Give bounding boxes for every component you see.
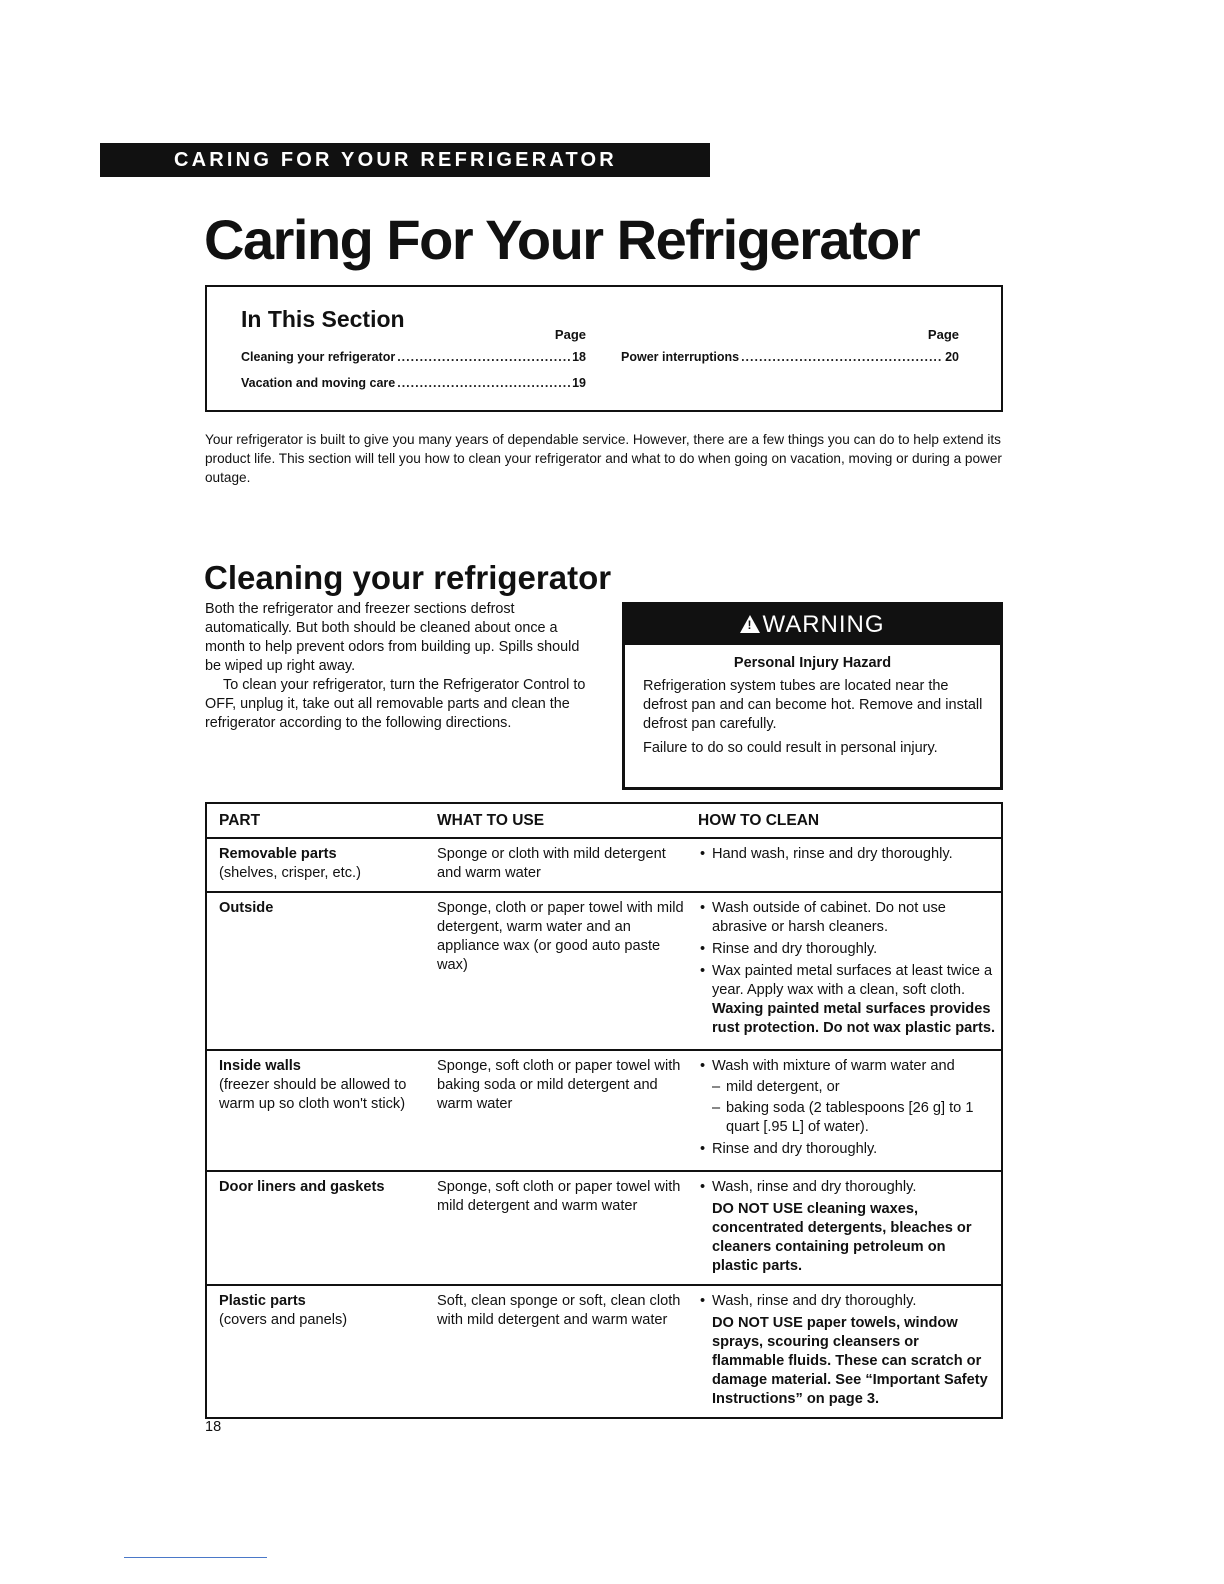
cleaning-table xyxy=(205,802,1003,1419)
part-note: (freezer should be allowed to warm up so cloth won't stick) xyxy=(219,1077,407,1112)
toc-entry-label: Cleaning your refrigerator xyxy=(241,350,396,364)
step: • Wash outside of cabinet. Do not use abrasive or harsh cleaners. xyxy=(698,899,995,937)
table-row xyxy=(206,1285,1002,1418)
step: • Hand wash, rinse and dry thoroughly. xyxy=(698,845,995,864)
sub-option: – baking soda (2 tablespoons [26 g] to 1 quart [.95 L] of water). xyxy=(712,1099,995,1137)
table-header-row xyxy=(206,803,1002,838)
what-to-use-cell: Soft, clean sponge or soft, clean cloth with mild detergent and warm water xyxy=(437,1293,681,1328)
section-banner: CARING FOR YOUR REFRIGERATOR xyxy=(100,143,710,177)
part-note: (shelves, crisper, etc.) xyxy=(219,865,361,881)
cleaning-intro xyxy=(205,600,590,733)
part-cell xyxy=(206,892,425,1050)
dot-leader xyxy=(741,344,943,370)
part-name: Removable parts xyxy=(219,846,337,862)
toc-entry-cleaning[interactable] xyxy=(241,344,586,370)
toc-page-label: Page xyxy=(554,327,586,342)
how-to-clean-cell xyxy=(698,1171,1002,1285)
how-to-clean-cell xyxy=(698,838,1002,892)
toc-entry-vacation[interactable] xyxy=(241,370,586,396)
intro-paragraph: Your refrigerator is built to give you many years of dependable service. However, there are a few things you can do to help extend its product life. This section will tell you how to clean your refrigerator and what to do when going on vacation, moving or during a power outage. xyxy=(205,432,1002,485)
sub-option: – mild detergent, or xyxy=(712,1078,995,1097)
toc-entry-page: 20 xyxy=(945,350,959,364)
step: • Wash, rinse and dry thoroughly. xyxy=(698,1292,995,1311)
how-to-clean-cell xyxy=(698,1050,1002,1171)
toc-left-column xyxy=(241,326,586,396)
wax-step-emphasis: Waxing painted metal surfaces provides rust protection. Do not wax plastic parts. xyxy=(712,1001,995,1036)
warning-triangle-icon xyxy=(740,615,760,633)
wax-step-text: Wax painted metal surfaces at least twice a year. Apply wax with a clean, soft cloth. xyxy=(712,963,993,998)
sub-option-list xyxy=(712,1078,995,1137)
step xyxy=(698,962,995,1038)
column-header-how-to-clean: HOW TO CLEAN xyxy=(698,803,1002,838)
toc-entry-label: Power interruptions xyxy=(621,350,740,364)
toc-entry-label: Vacation and moving care xyxy=(241,376,396,390)
step: • Rinse and dry thoroughly. xyxy=(698,1140,995,1159)
caution-text: DO NOT USE cleaning waxes, concentrated detergents, bleaches or cleaners containing petroleum on plastic parts. xyxy=(712,1201,972,1274)
page-number: 18 xyxy=(205,1419,222,1435)
table-row xyxy=(206,1050,1002,1171)
warning-hazard: Personal Injury Hazard xyxy=(733,655,892,671)
footer-rule xyxy=(124,1557,267,1558)
warning-box xyxy=(622,602,1003,790)
what-to-use-cell: Sponge, soft cloth or paper towel with mild detergent and warm water xyxy=(425,1171,698,1285)
part-name: Inside walls xyxy=(219,1058,301,1074)
step: • Wash, rinse and dry thoroughly. xyxy=(698,1178,995,1197)
dot-leader xyxy=(397,370,570,396)
step-list xyxy=(698,1057,995,1159)
part-name: Plastic parts xyxy=(219,1293,306,1309)
part-cell xyxy=(206,1285,425,1418)
step: • Rinse and dry thoroughly. xyxy=(698,940,995,959)
part-name: Outside xyxy=(219,900,274,916)
part-cell xyxy=(206,1171,425,1285)
step-list xyxy=(698,1178,995,1197)
dot-leader xyxy=(397,344,570,370)
toc-heading: In This Section xyxy=(241,306,405,332)
toc-entry-power[interactable] xyxy=(621,344,959,370)
toc-page-label: Page xyxy=(927,327,959,342)
part-cell xyxy=(206,1050,425,1171)
step-list xyxy=(698,899,995,1038)
part-name: Door liners and gaskets xyxy=(219,1179,385,1195)
page-title: Caring For Your Refrigerator xyxy=(204,208,920,271)
part-note: (covers and panels) xyxy=(219,1312,348,1328)
what-to-use-cell: Sponge, cloth or paper towel with mild detergent, warm water and an appliance wax (or good auto paste wax) xyxy=(425,892,698,1050)
warning-title: WARNING xyxy=(762,611,885,638)
toc-entry-page: 19 xyxy=(572,376,586,390)
column-header-part: PART xyxy=(206,803,425,838)
caution-text: DO NOT USE paper towels, window sprays, scouring cleansers or flammable fluids. These can scratch or damage material. See “Important Safety Instructions” on page 3. xyxy=(712,1315,988,1407)
cleaning-paragraph: To clean your refrigerator, turn the Refrigerator Control to OFF, unplug it, take out all removable parts and clean the refrigerator according to the following directions. xyxy=(205,677,586,731)
in-this-section-box xyxy=(205,285,1003,412)
warning-text: Refrigeration system tubes are located near the defrost pan and can become hot. Remove and install defrost pan carefully. xyxy=(643,678,983,732)
table-row xyxy=(206,892,1002,1050)
how-to-clean-cell xyxy=(698,892,1002,1050)
what-to-use-cell: Sponge, soft cloth or paper towel with baking soda or mild detergent and warm water xyxy=(425,1050,698,1171)
cleaning-paragraph: Both the refrigerator and freezer sections defrost automatically. But both should be cleaned about once a month to help prevent odors from building up. Spills should be wiped up right away. xyxy=(205,601,580,674)
step-list xyxy=(698,845,995,864)
table-row xyxy=(206,838,1002,892)
step-list xyxy=(698,1292,995,1311)
what-to-use-cell: Sponge or cloth with mild detergent and warm water xyxy=(425,838,698,892)
how-to-clean-cell xyxy=(698,1285,1002,1418)
warning-consequence: Failure to do so could result in personal injury. xyxy=(643,740,938,756)
column-header-what-to-use: WHAT TO USE xyxy=(425,803,698,838)
step xyxy=(698,1057,995,1137)
toc-entry-page: 18 xyxy=(572,350,586,364)
cleaning-heading: Cleaning your refrigerator xyxy=(204,559,612,596)
wash-step-text: Wash with mixture of warm water and xyxy=(712,1058,955,1074)
table-row xyxy=(206,1171,1002,1285)
part-cell xyxy=(206,838,425,892)
toc-right-column xyxy=(621,326,959,370)
warning-title-bar xyxy=(625,605,1000,645)
